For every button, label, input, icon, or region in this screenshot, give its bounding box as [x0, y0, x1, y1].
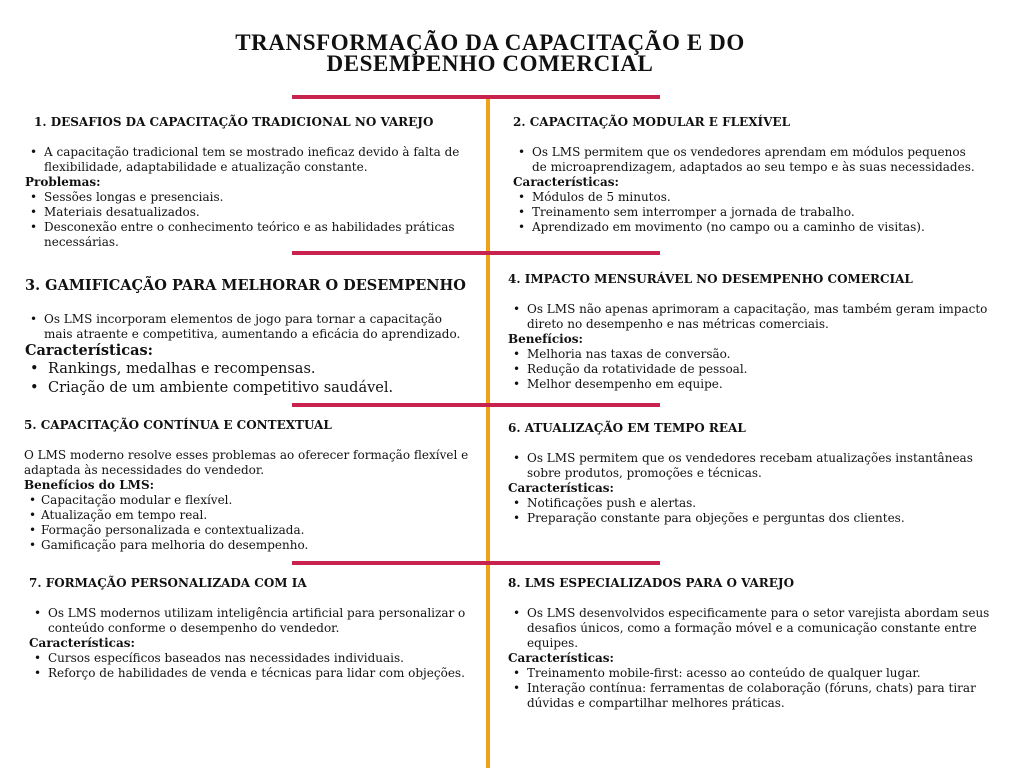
section-heading: 6. ATUALIZAÇÃO EM TEMPO REAL	[508, 421, 746, 435]
section-heading: 5. CAPACITAÇÃO CONTÍNUA E CONTEXTUAL	[24, 418, 332, 432]
intro-text: • Os LMS modernos utilizam inteligência artificial para personalizar o conteúdo conforme o desempenho do vendedor.	[29, 606, 469, 636]
intro-text: • Os LMS não apenas aprimoram a capacitação, mas também geram impacto direto no desempenho e nas métricas comerciais.	[508, 302, 988, 332]
section-heading: 8. LMS ESPECIALIZADOS PARA O VAREJO	[508, 576, 795, 590]
intro-text: • A capacitação tradicional tem se mostrado ineficaz devido à falta de flexibilidade, adaptabilidade e atualização constante.	[25, 145, 470, 175]
list-item: • Criação de um ambiente competitivo saudável.	[25, 379, 470, 398]
section-divider	[292, 95, 660, 99]
list-item: • Preparação constante para objeções e perguntas dos clientes.	[508, 511, 988, 526]
section-divider	[292, 403, 660, 407]
list-label: Características:	[513, 175, 619, 189]
bullet-list	[513, 190, 983, 235]
list-item: • Sessões longas e presenciais.	[25, 190, 470, 205]
list-item: • Cursos específicos baseados nas necessidades individuais.	[29, 651, 469, 666]
list-label: Características:	[508, 481, 614, 495]
list-item: • Melhoria nas taxas de conversão.	[508, 347, 988, 362]
section-5	[24, 418, 469, 553]
title-line-2: DESEMPENHO COMERCIAL	[326, 51, 654, 76]
bullet-list	[29, 651, 469, 681]
list-item: • Materiais desatualizados.	[25, 205, 470, 220]
intro-text: • Os LMS permitem que os vendedores recebam atualizações instantâneas sobre produtos, promoções e técnicas.	[508, 451, 988, 481]
section-heading: 1. DESAFIOS DA CAPACITAÇÃO TRADICIONAL NO VAREJO	[34, 115, 434, 129]
intro-text: • Os LMS incorporam elementos de jogo para tornar a capacitação mais atraente e competitiva, aumentando a eficácia do aprendizado.	[25, 312, 470, 342]
intro-text: • Os LMS permitem que os vendedores aprendam em módulos pequenos de microaprendizagem, adaptados ao seu tempo e às suas necessidades.	[513, 145, 983, 175]
intro-list	[513, 145, 983, 175]
list-item: • Interação contínua: ferramentas de colaboração (fóruns, chats) para tirar dúvidas e compartilhar melhores práticas.	[508, 681, 996, 711]
bullet-list	[508, 496, 988, 526]
section-3	[25, 278, 470, 398]
intro-list	[508, 302, 988, 332]
list-item: • Melhor desempenho em equipe.	[508, 377, 988, 392]
list-item: • Rankings, medalhas e recompensas.	[25, 360, 470, 379]
bullet-list	[24, 493, 469, 553]
intro-list	[25, 145, 470, 175]
intro-list	[508, 606, 996, 651]
list-label: Benefícios:	[508, 332, 583, 346]
list-item: • Treinamento mobile-first: acesso ao conteúdo de qualquer lugar.	[508, 666, 996, 681]
intro-text: O LMS moderno resolve esses problemas ao oferecer formação flexível e adaptada às necessidades do vendedor.	[24, 448, 469, 477]
list-item: • Reforço de habilidades de venda e técnicas para lidar com objeções.	[29, 666, 469, 681]
list-label: Características:	[29, 636, 135, 650]
list-item: • Treinamento sem interromper a jornada de trabalho.	[513, 205, 983, 220]
bullet-list	[25, 360, 470, 398]
list-item: • Gamificação para melhoria do desempenho.	[24, 538, 469, 553]
list-item: • Formação personalizada e contextualizada.	[24, 523, 469, 538]
list-item: • Redução da rotatividade de pessoal.	[508, 362, 988, 377]
section-heading: 4. IMPACTO MENSURÁVEL NO DESEMPENHO COMERCIAL	[508, 272, 913, 286]
section-divider	[292, 251, 660, 255]
section-heading: 7. FORMAÇÃO PERSONALIZADA COM IA	[29, 576, 307, 590]
list-item: • Atualização em tempo real.	[24, 508, 469, 523]
intro-text: • Os LMS desenvolvidos especificamente para o setor varejista abordam seus desafios únicos, como a formação móvel e a comunicação constante entre equipes.	[508, 606, 996, 651]
intro-list	[508, 451, 988, 481]
list-label: Problemas:	[25, 175, 101, 189]
bullet-list	[25, 190, 470, 250]
section-1	[25, 115, 470, 250]
section-7	[29, 576, 469, 681]
section-6	[508, 421, 988, 526]
list-item: • Desconexão entre o conhecimento teórico e as habilidades práticas necessárias.	[25, 220, 470, 250]
section-4	[508, 272, 988, 392]
section-heading: 2. CAPACITAÇÃO MODULAR E FLEXÍVEL	[513, 115, 791, 129]
bullet-list	[508, 666, 996, 711]
page-title	[150, 32, 830, 74]
section-heading: 3. GAMIFICAÇÃO PARA MELHORAR O DESEMPENHO	[25, 277, 466, 294]
list-item: • Módulos de 5 minutos.	[513, 190, 983, 205]
section-divider	[292, 561, 660, 565]
list-item: • Capacitação modular e flexível.	[24, 493, 469, 508]
list-item: • Aprendizado em movimento (no campo ou a caminho de visitas).	[513, 220, 983, 235]
section-2	[513, 115, 983, 235]
timeline-vertical-line	[486, 97, 490, 768]
list-label: Características:	[508, 651, 614, 665]
list-label: Características:	[25, 342, 153, 359]
intro-list	[29, 606, 469, 636]
intro-list	[25, 312, 470, 342]
section-8	[508, 576, 996, 711]
bullet-list	[508, 347, 988, 392]
title-line-1: TRANSFORMAÇÃO DA CAPACITAÇÃO E DO	[235, 30, 745, 55]
list-label: Benefícios do LMS:	[24, 478, 155, 492]
list-item: • Notificações push e alertas.	[508, 496, 988, 511]
